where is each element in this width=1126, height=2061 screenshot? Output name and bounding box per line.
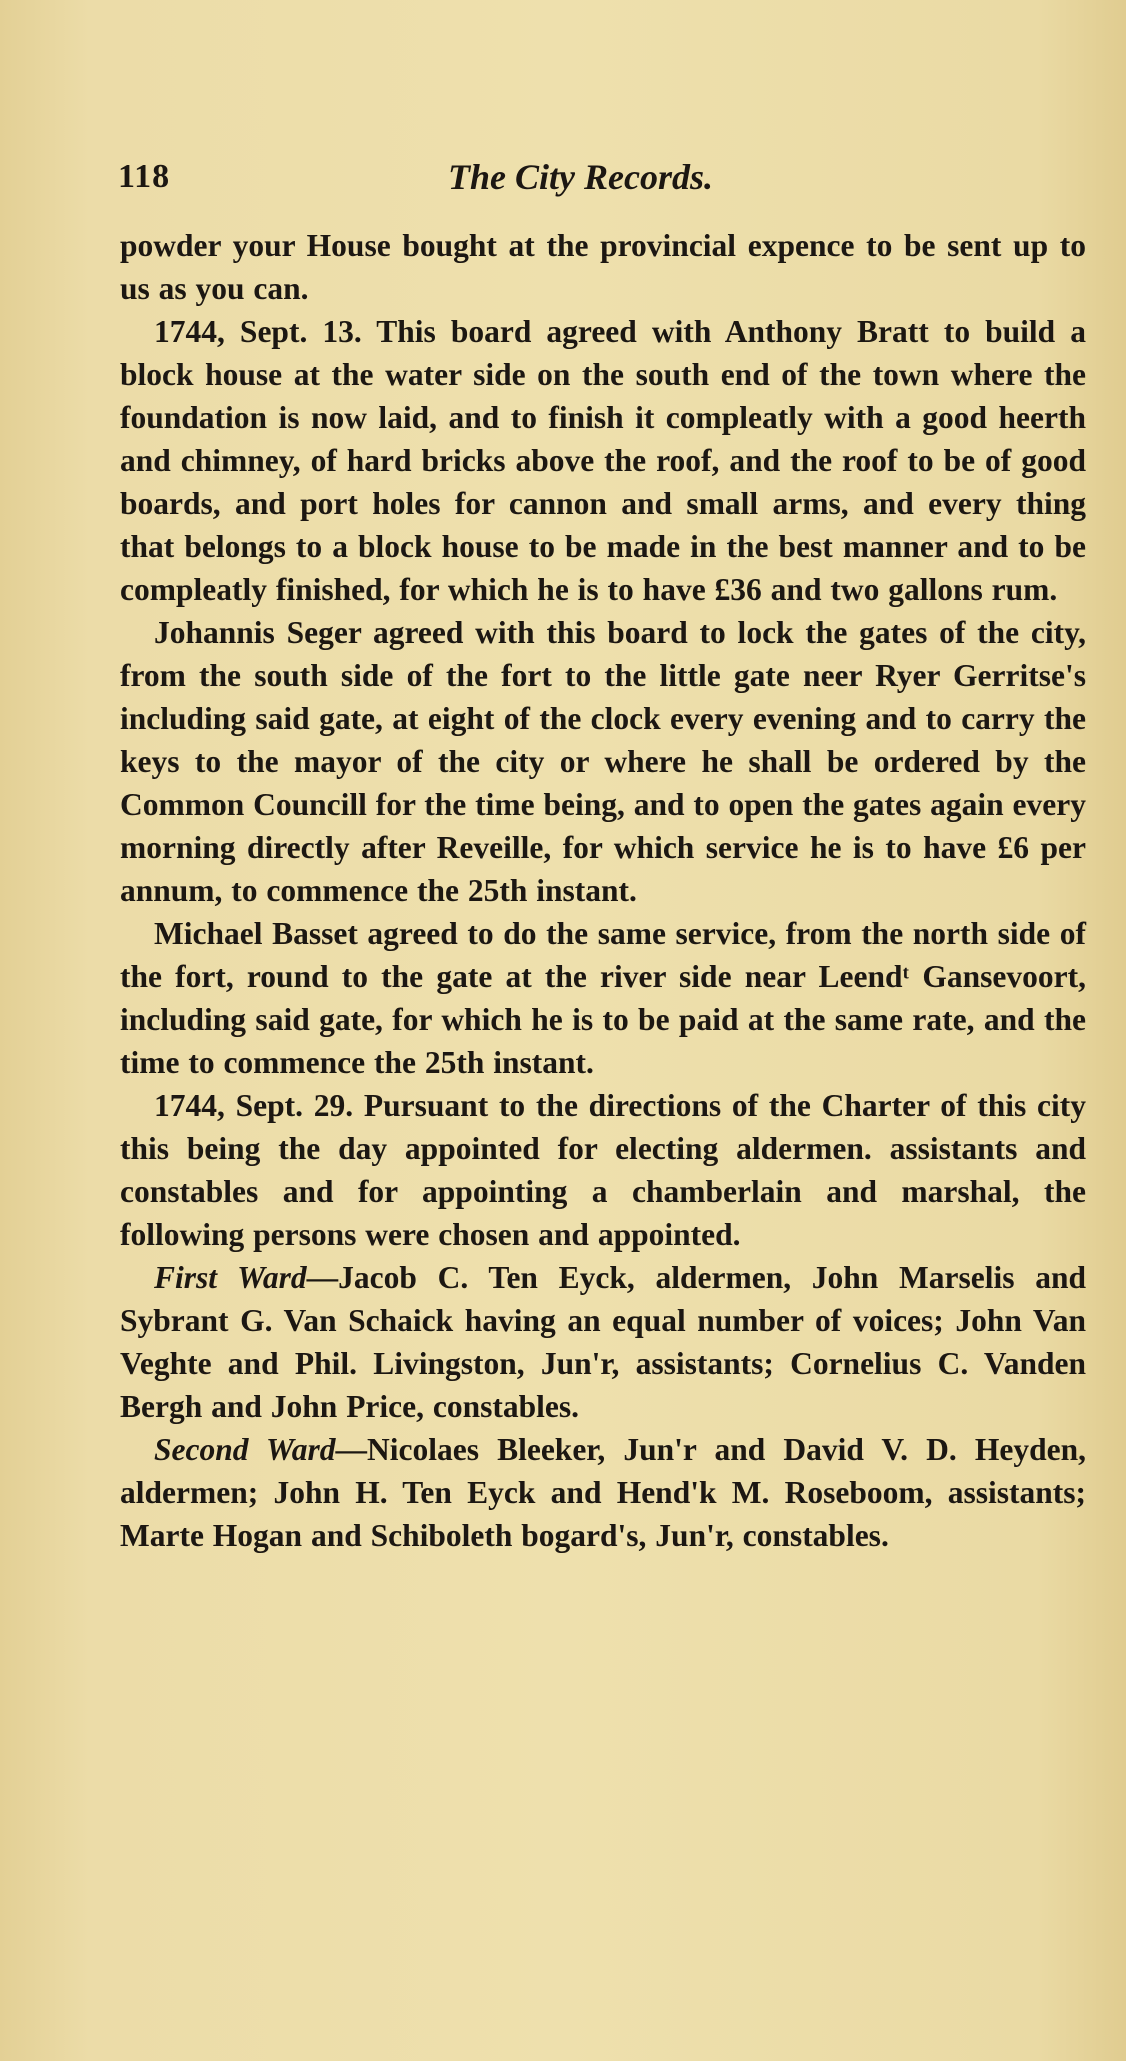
ward-label: First Ward [154,1260,307,1295]
page-number: 118 [118,158,171,195]
paragraph-text: Johannis Seger agreed with this board to lock the gates of the city, from the south side of the fort to the little gate neer Ryer Gerritse's including said gate, at eight of the clock every evening and to carry the keys to the mayor of the city or where he shall be ordered by the Common Councill for the time being, and to open the gates again every morning directly after Reveille, for which service he is to have £6 per annum, to commence the 25th instant. [120,615,1086,908]
paragraph-election [120,1084,1086,1256]
paragraph-text: 1744, Sept. 29. Pursuant to the directions of the Charter of this city this being the day appointed for electing aldermen. assistants and constables and for appointing a chamberlain and marshal, the following persons were chosen and appointed. [120,1088,1086,1252]
paragraph-text: —Jacob C. Ten Eyck, aldermen, John Marselis and Sybrant G. Van Schaick having an equal number of voices; John Van Veghte and Phil. Livingston, Jun'r, assistants; Cornelius C. Vanden Bergh and John Price, constables. [120,1260,1086,1424]
paragraph-block-house [120,310,1086,611]
paragraph-second-ward [120,1428,1086,1557]
paragraph-johannis-seger [120,611,1086,912]
paragraph-text: —Nicolaes Bleeker, Jun'r and David V. D. Heyden, aldermen; John H. Ten Eyck and Hend'k M. Roseboom, assistants; Marte Hogan and Schiboleth bogard's, Jun'r, constables. [120,1432,1086,1553]
paragraph-powder [120,224,1086,310]
page-header [118,158,1078,208]
paragraph-text: Michael Basset agreed to do the same service, from the north side of the fort, round to the gate at the river side near Leendᵗ Gansevoort, including said gate, for which he is to be paid at the same rate, and the time to commence the 25th instant. [120,916,1086,1080]
paragraph-text: 1744, Sept. 13. This board agreed with Anthony Bratt to build a block house at the water side on the south end of the town where the foundation is now laid, and to finish it compleatly with a good heerth and chimney, of hard bricks above the roof, and the roof to be of good boards, and port holes for cannon and small arms, and every thing that belongs to a block house to be made in the best manner and to be compleatly finished, for which he is to have £36 and two gallons rum. [120,314,1086,607]
paragraph-text: powder your House bought at the provincial expence to be sent up to us as you can. [120,228,1086,306]
running-title: The City Records. [448,157,713,197]
paragraph-michael-basset [120,912,1086,1084]
paragraph-first-ward [120,1256,1086,1428]
ward-label: Second Ward [154,1432,336,1467]
body-text [120,224,1086,1557]
